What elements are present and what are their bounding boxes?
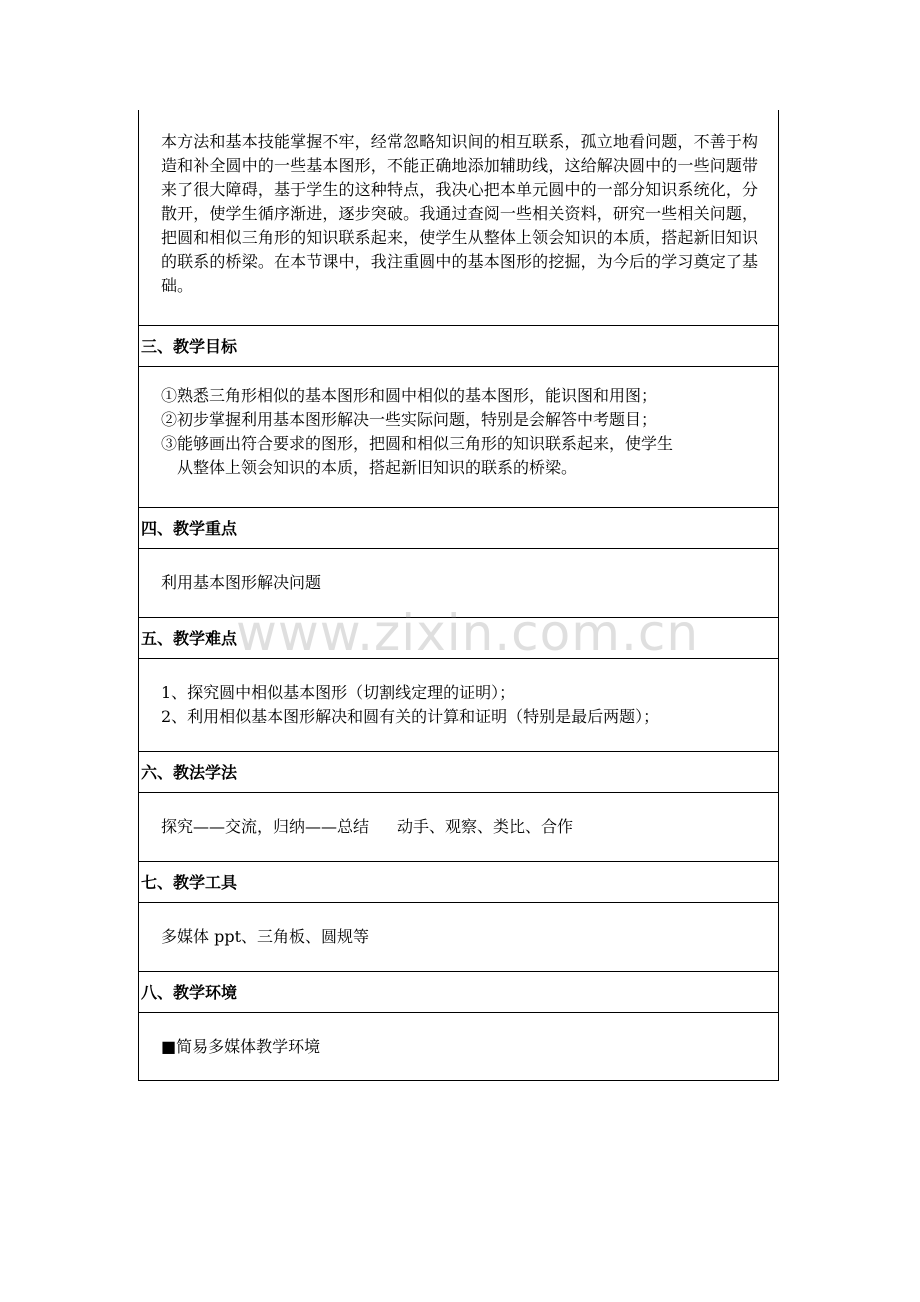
intro-paragraph: 本方法和基本技能掌握不牢，经常忽略知识间的相互联系，孤立地看问题，不善于构造和补全圆中的一些基本图形，不能正确地添加辅助线，这给解决圆中的一些问题带来了很大障碍，基于学生的这种特点，我决心把本单元圆中的一部分知识系统化，分散开，使学生循序渐进，逐步突破。我通过查阅一些相关资料，研究一些相关问题，把圆和相似三角形的知识联系起来，使学生从整体上领会知识的本质，搭起新旧知识的联系的桥梁。在本节课中，我注重圆中的基本图形的挖掘，为今后的学习奠定了基础。 — [161, 132, 758, 295]
lesson-plan-table — [138, 110, 779, 1081]
difficult-item-2: 2、利用相似基本图形解决和圆有关的计算和证明（特别是最后两题）； — [161, 707, 660, 726]
goals-heading: 三、教学目标 — [139, 325, 778, 366]
watermark-text: www.zixin.com.cn — [236, 604, 700, 662]
tools-heading: 七、教学工具 — [139, 861, 778, 902]
difficult-heading: 五、教学难点 — [139, 617, 778, 658]
method-part-2: 动手、观察、类比、合作 — [397, 817, 574, 836]
keypoint-text: 利用基本图形解决问题 — [161, 573, 322, 592]
method-cell — [139, 792, 778, 861]
goal-item-3-continuation: 从整体上领会知识的本质，搭起新旧知识的联系的桥梁。 — [177, 458, 578, 477]
env-heading: 八、教学环境 — [139, 971, 778, 1012]
env-cell — [139, 1012, 778, 1080]
goal-item-2: ②初步掌握利用基本图形解决一些实际问题，特别是会解答中考题目； — [161, 410, 658, 429]
env-text: ■简易多媒体教学环境 — [161, 1037, 321, 1056]
method-part-1: 探究——交流，归纳——总结 — [161, 817, 370, 836]
keypoint-heading: 四、教学重点 — [139, 507, 778, 548]
tools-cell — [139, 902, 778, 971]
tools-text: 多媒体 ppt、三角板、圆规等 — [161, 927, 370, 946]
intro-cell — [139, 110, 778, 325]
goal-item-3: ③能够画出符合要求的图形，把圆和相似三角形的知识联系起来，使学生 — [161, 434, 674, 453]
method-heading: 六、教法学法 — [139, 751, 778, 792]
goals-cell — [139, 366, 778, 507]
goal-item-1: ①熟悉三角形相似的基本图形和圆中相似的基本图形，能识图和用图； — [161, 386, 658, 405]
keypoint-cell — [139, 548, 778, 617]
difficult-cell — [139, 658, 778, 751]
difficult-item-1: 1、探究圆中相似基本图形（切割线定理的证明）； — [161, 683, 516, 702]
